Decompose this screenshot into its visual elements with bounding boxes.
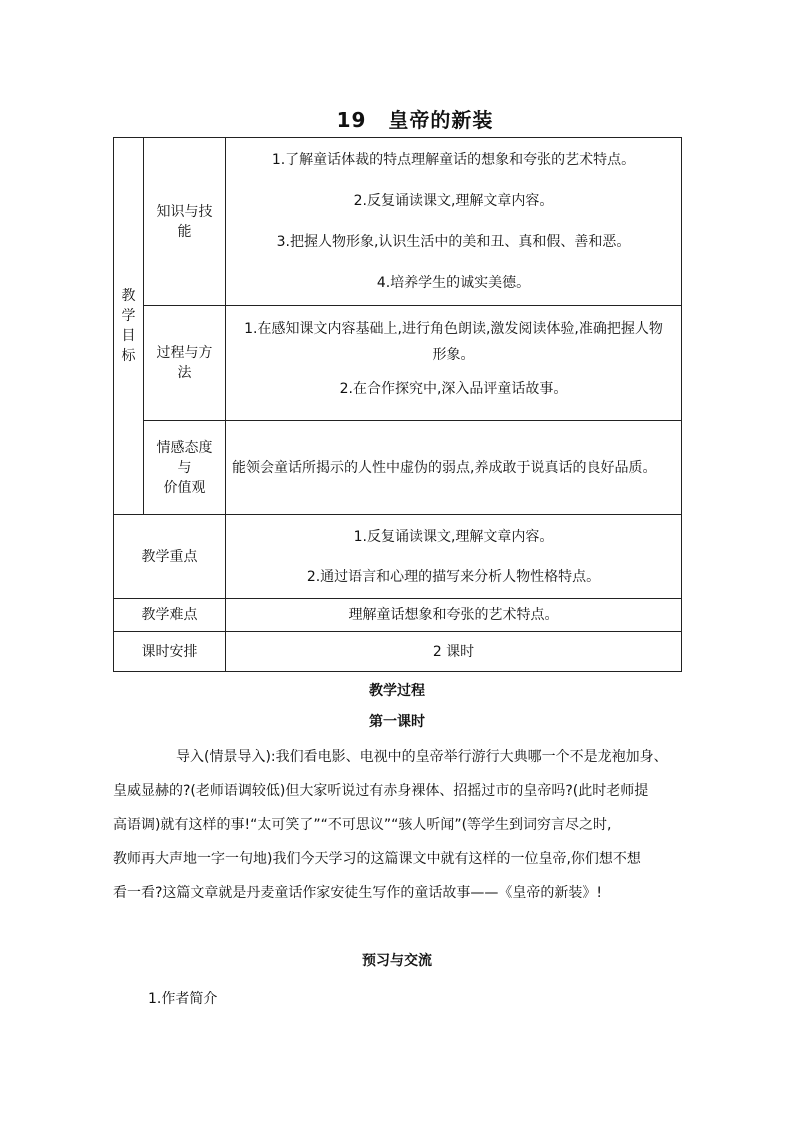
lesson-plan-table: [113, 137, 682, 672]
key-points-items: [226, 515, 682, 599]
process-heading: 教学过程: [369, 683, 425, 699]
knowledge-items: [226, 138, 682, 306]
author-intro-item: 1.作者简介: [148, 991, 218, 1007]
difficulties-text: 理解童话想象和夸张的艺术特点。: [226, 599, 682, 632]
table-row: [114, 421, 682, 515]
table-row: [114, 632, 682, 672]
list-item: 2.在合作探究中,深入品评童话故事。: [339, 381, 568, 397]
difficulties-label: 教学难点: [114, 599, 226, 632]
paragraph-line: 高语调)就有这样的事!“太可笑了”“不可思议”“骇人听闻”(等学生到词穷言尽之时,: [113, 817, 612, 833]
schedule-text: 2 课时: [226, 632, 682, 672]
preview-heading: 预习与交流: [362, 953, 432, 969]
table-row: [114, 515, 682, 599]
paragraph-line: 看一看?这篇文章就是丹麦童话作家安徒生写作的童话故事——《皇帝的新装》!: [113, 885, 603, 901]
table-row: [114, 138, 682, 306]
paragraph-line: 皇威显赫的?(老师语调较低)但大家听说过有赤身裸体、招摇过市的皇帝吗?(此时老师提: [113, 783, 649, 799]
lesson-number: 19: [336, 108, 367, 132]
table-row: [114, 306, 682, 421]
paragraph-line: 导入(情景导入):我们看电影、电视中的皇帝举行游行大典哪一个不是龙袍加身、: [176, 749, 668, 765]
schedule-label: 课时安排: [114, 632, 226, 672]
emotion-label: 情感态度 与 价值观: [144, 421, 226, 515]
list-item: 1.了解童话体裁的特点理解童话的想象和夸张的艺术特点。: [271, 152, 636, 168]
list-item: 1.反复诵读课文,理解文章内容。: [353, 528, 554, 545]
list-item: 2.通过语言和心理的描写来分析人物性格特点。: [306, 568, 601, 585]
list-item: 1.在感知课文内容基础上,进行角色朗读,激发阅读体验,准确把握人物: [244, 321, 663, 337]
goals-label: 教 学 目 标: [114, 138, 144, 515]
intro-paragraph: [113, 740, 685, 910]
list-item: 2.反复诵读课文,理解文章内容。: [353, 193, 554, 209]
process-items: [226, 306, 682, 421]
knowledge-label: 知识与技 能: [144, 138, 226, 306]
lesson-title: [0, 104, 794, 133]
emotion-text: 能领会童话所揭示的人性中虚伪的弱点,养成敢于说真话的良好品质。: [226, 421, 682, 515]
lesson-heading: 第一课时: [369, 714, 425, 730]
list-item: 3.把握人物形象,认识生活中的美和丑、真和假、善和恶。: [276, 234, 631, 250]
list-item: 4.培养学生的诚实美德。: [376, 275, 531, 291]
paragraph-line: 教师再大声地一字一句地)我们今天学习的这篇课文中就有这样的一位皇帝,你们想不想: [113, 851, 641, 867]
table-row: [114, 599, 682, 632]
key-points-label: 教学重点: [114, 515, 226, 599]
lesson-title-text: 皇帝的新装: [388, 108, 494, 132]
list-item: 形象。: [432, 347, 475, 363]
process-label: 过程与方 法: [144, 306, 226, 421]
